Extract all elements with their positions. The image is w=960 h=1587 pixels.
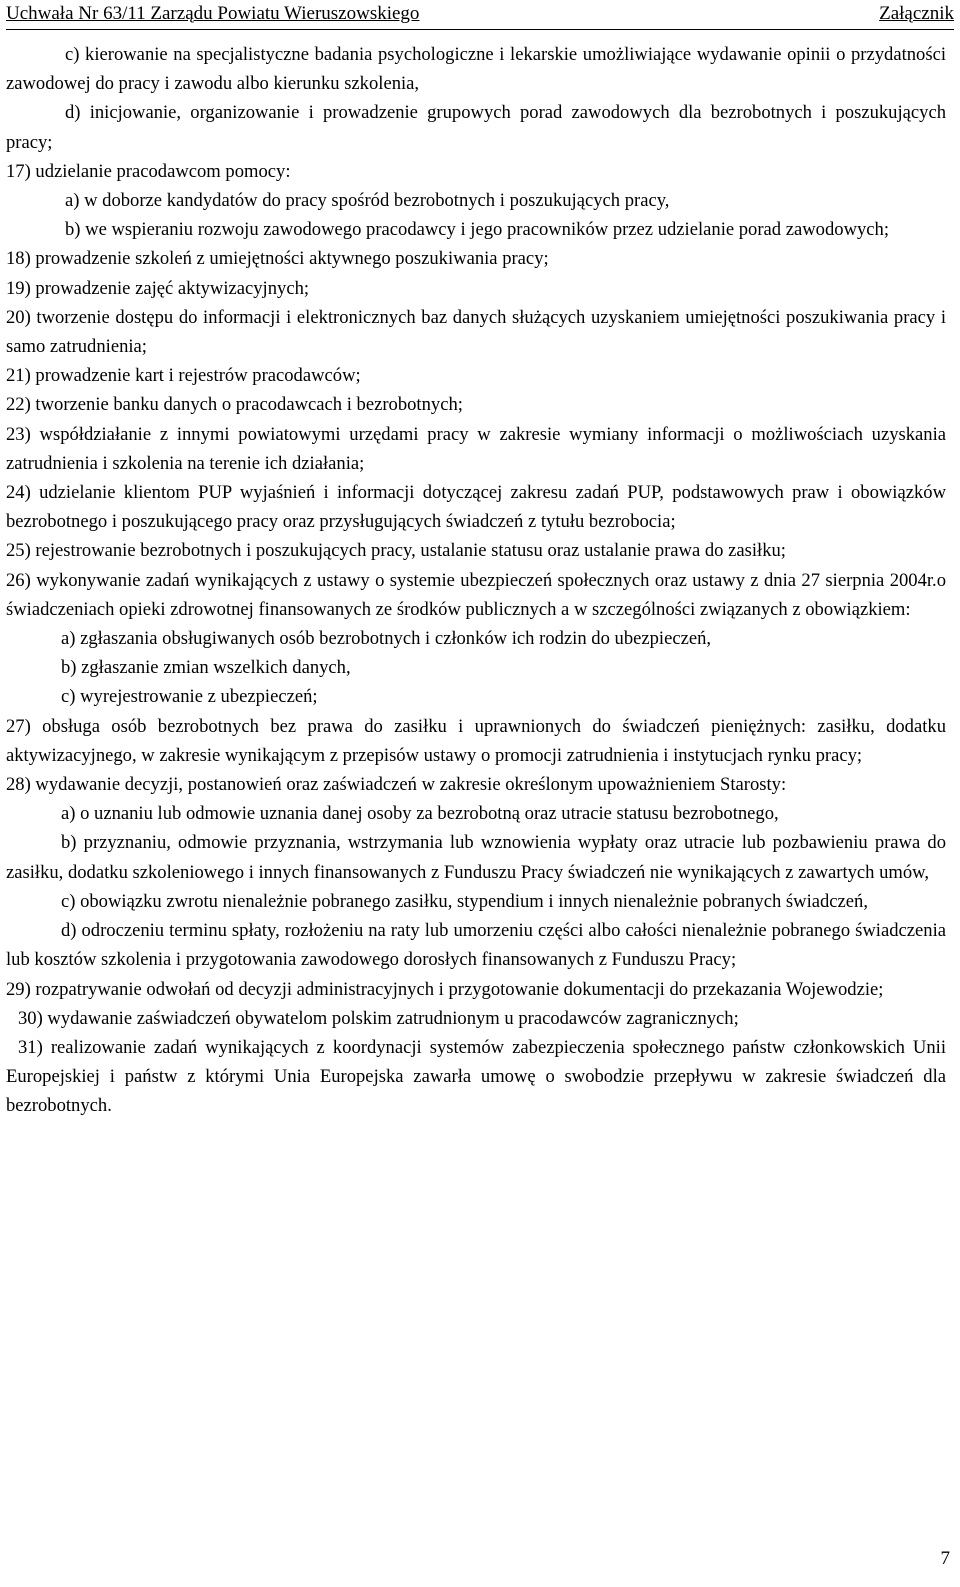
document-body xyxy=(6,40,946,1121)
paragraph: 18) prowadzenie szkoleń z umiejętności aktywnego poszukiwania pracy; xyxy=(6,248,549,270)
paragraph: c) kierowanie na specjalistyczne badania psychologiczne i lekarskie umożliwiające wydawanie opinii o przydatności zawodowej do pracy i zawodu albo kierunku szkolenia, xyxy=(6,44,946,95)
header-attachment-label: Załącznik xyxy=(879,3,954,24)
paragraph: b) zgłaszanie zmian wszelkich danych, xyxy=(61,657,351,679)
paragraph: b) przyznaniu, odmowie przyznania, wstrzymania lub wznowienia wypłaty oraz utracie lub pozbawieniu prawa do zasiłku, dodatku szkoleniowego i innych finansowanych z Funduszu Pracy świadczeń nie wynikających z zawartych umów, xyxy=(6,832,946,883)
page-number: 7 xyxy=(940,1548,950,1569)
paragraph: 19) prowadzenie zajęć aktywizacyjnych; xyxy=(6,277,310,299)
paragraph: 20) tworzenie dostępu do informacji i elektronicznych baz danych służących uzyskaniem umiejętności poszukiwania pracy i samo zatrudnienia; xyxy=(6,306,946,358)
paragraph: 23) współdziałanie z innymi powiatowymi urzędami pracy w zakresie wymiany informacji o możliwościach uzyskania zatrudnienia i szkolenia na terenie ich działania; xyxy=(6,423,946,474)
paragraph: b) we wspieraniu rozwoju zawodowego pracodawcy i jego pracowników przez udzielanie porad zawodowych; xyxy=(65,219,890,241)
paragraph: 30) wydawanie zaświadczeń obywatelom polskim zatrudnionym u pracodawców zagranicznych; xyxy=(18,1007,739,1029)
paragraph: 17) udzielanie pracodawcom pomocy: xyxy=(6,160,291,182)
paragraph: 29) rozpatrywanie odwołań od decyzji administracyjnych i przygotowanie dokumentacji do przekazania Wojewodzie; xyxy=(6,978,884,1000)
paragraph: 31) realizowanie zadań wynikających z koordynacji systemów zabezpieczenia społecznego państw członkowskich Unii Europejskiej i państw z którymi Unia Europejska zawarła umowę o swobodzie przepływu w zakresie świadczeń dla bezrobotnych. xyxy=(6,1036,946,1117)
paragraph: 26) wykonywanie zadań wynikających z ustawy o systemie ubezpieczeń społecznych oraz ustawy z dnia 27 sierpnia 2004r.o świadczeniach opieki zdrowotnej finansowanych ze środków publicznych a w szczególności związanych z obowiązkiem: xyxy=(6,569,946,620)
paragraph: 28) wydawanie decyzji, postanowień oraz zaświadczeń w zakresie określonym upoważnieniem Starosty: xyxy=(6,774,787,796)
page-header xyxy=(6,2,954,30)
paragraph: c) wyrejestrowanie z ubezpieczeń; xyxy=(61,686,318,708)
paragraph: a) zgłaszania obsługiwanych osób bezrobotnych i członków ich rodzin do ubezpieczeń, xyxy=(61,628,712,650)
paragraph: c) obowiązku zwrotu nienależnie pobranego zasiłku, stypendium i innych nienależnie pobranych świadczeń, xyxy=(61,890,868,912)
paragraph: 25) rejestrowanie bezrobotnych i poszukujących pracy, ustalanie statusu oraz ustalanie prawa do zasiłku; xyxy=(6,540,786,562)
paragraph: 21) prowadzenie kart i rejestrów pracodawców; xyxy=(6,365,361,387)
paragraph: d) odroczeniu terminu spłaty, rozłożeniu na raty lub umorzeniu części albo całości nienależnie pobranego świadczenia lub kosztów szkolenia i przygotowania zawodowego dorosłych finansowanych z Funduszu Pracy; xyxy=(6,920,946,971)
paragraph: 22) tworzenie banku danych o pracodawcach i bezrobotnych; xyxy=(6,394,463,416)
paragraph: 27) obsługa osób bezrobotnych bez prawa do zasiłku i uprawnionych do świadczeń pieniężnych: zasiłku, dodatku aktywizacyjnego, w zakresie wynikającym z przepisów ustawy o promocji zatrudnienia i instytucjach rynku pracy; xyxy=(6,715,946,766)
paragraph: d) inicjowanie, organizowanie i prowadzenie grupowych porad zawodowych dla bezrobotnych i poszukujących pracy; xyxy=(6,102,946,153)
header-title: Uchwała Nr 63/11 Zarządu Powiatu Wieruszowskiego xyxy=(6,3,420,24)
paragraph: 24) udzielanie klientom PUP wyjaśnień i informacji dotyczącej zakresu zadań PUP, podstawowych praw i obowiązków bezrobotnego i poszukującego pracy oraz przysługujących świadczeń z tytułu bezrobocia; xyxy=(6,482,946,533)
paragraph: a) o uznaniu lub odmowie uznania danej osoby za bezrobotną oraz utracie statusu bezrobotnego, xyxy=(61,803,779,825)
paragraph: a) w doborze kandydatów do pracy spośród bezrobotnych i poszukujących pracy, xyxy=(65,190,670,212)
